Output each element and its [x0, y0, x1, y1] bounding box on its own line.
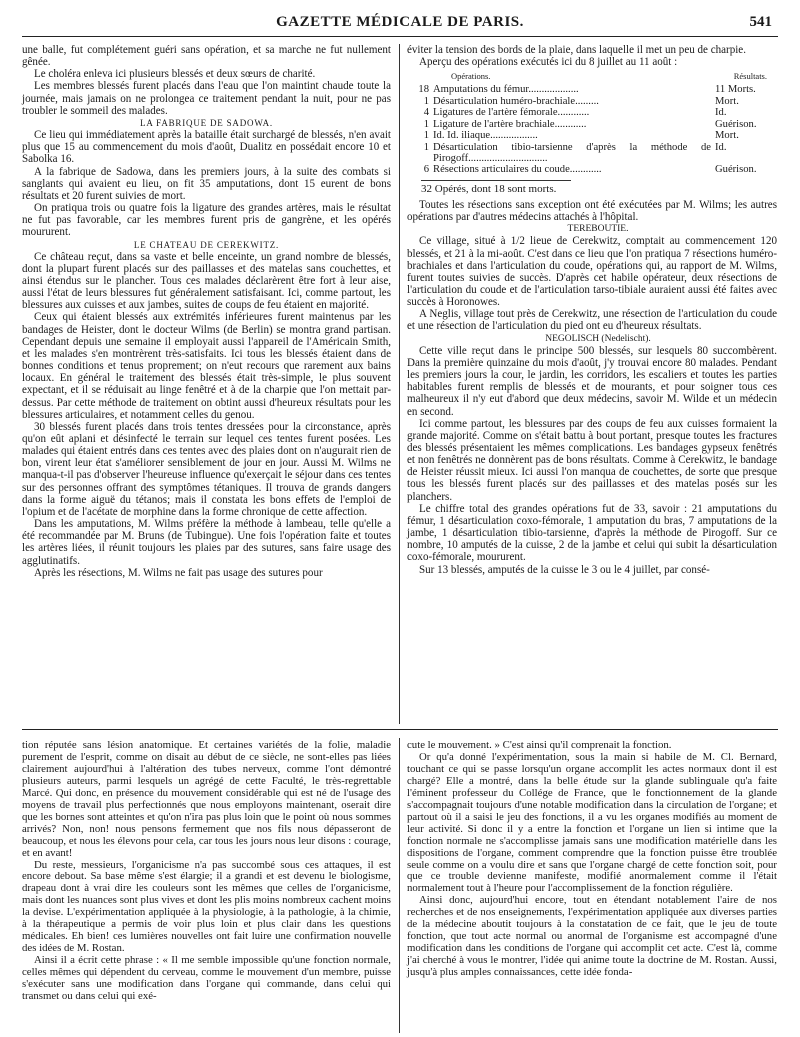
paragraph: Ce village, situé à 1/2 lieue de Cerekwitz, comptait au commencement 120 blessés, et 21 à la mi-août. C'est dans ce lieu que l'on pratiqua 7 résections huméro-brachiales et dans l'articulation du coude, opérations qui, au rapport de M. Wilms, furent toutes suivies de succès. D'après cet habile opérateur, deux résections de l'articulation du coude et de l'articulation tarso-tibiale auraient aussi été faites avec succès à Horonowes. — [407, 235, 777, 309]
operation-result: 11 Morts. — [715, 84, 756, 96]
paragraph: Après les résections, M. Wilms ne fait pas usage des sutures pour — [34, 566, 323, 579]
operation-count: 18 — [418, 84, 429, 96]
operation-result: Guérison. — [715, 164, 757, 176]
paragraph: Ceux qui étaient blessés aux extrémités inférieures furent maintenus par les bandages de Heister, dont le docteur Wilms (de Berlin) se montra grand partisan. Cependant depuis une semaine il employait aussi l'appareil de l'Américain Smith, et les malades s'en montrèrent très-satisfaits. Ici tous les blessés étaient dans de bonnes conditions et tenus proprement; on n'eut recours que rarement aux bains locaux. En général le traitement des blessés était très-simple, le plus souvent expectant, et il se réduisait au linge fenêtré et à de la charpie que l'on mettait par-dessus. Par cette méthode de traitement on obtint aussi d'heureux résultats pour les blessures articulaires, et notamment celles du genou. — [22, 311, 391, 421]
paragraph: On pratiqua trois ou quatre fois la ligature des grandes artères, mais le résultat ne fut pas favorable, car les membres furent pris de gangrène, et les opérés moururent. — [22, 202, 391, 239]
paragraph: Ce lieu qui immédiatement après la bataille était surchargé de blessés, n'en avait plus que 15 au commencement du mois d'août, Dualitz en possédait encore 10 et Sabolka 16. — [22, 129, 391, 166]
column-divider — [399, 738, 400, 1033]
operation-count: 1 — [423, 130, 429, 142]
operation-count: 6 — [423, 164, 429, 176]
paragraph: Dans les amputations, M. Wilms préfère la méthode à lambeau, telle qu'elle a été recommandée par M. Bruns (de Tubingue). Une fois l'opération faite et toutes les artères liées, il réunit toujours les plaies par des sutures, sans faire usage des agglutinatifs. — [22, 518, 391, 567]
operation-row — [407, 84, 777, 95]
paragraph: une balle, fut complétement guéri sans opération, et sa marche ne fut nullement gênée. — [22, 44, 391, 69]
page-header — [22, 14, 778, 37]
operations-table-header — [407, 70, 777, 82]
operations-total: 32 Opérés, dont 18 sont morts. — [421, 180, 571, 195]
paragraph: Les membres blessés furent placés dans l'eau que l'on maintint chaude toute la journée, mais jamais on ne prolongea ce traitement pendant la nuit, pour ne pas troubler le sommeil des malades. — [22, 80, 391, 117]
paragraph: éviter la tension des bords de la plaie, dans laquelle il met un peu de charpie. — [407, 44, 746, 56]
paragraph: cute le mouvement. » C'est ainsi qu'il comprenait la fonction. — [407, 739, 672, 751]
operation-count: 1 — [423, 95, 429, 107]
paragraph: Le chiffre total des grandes opérations fut de 33, savoir : 21 amputations du fémur, 1 désarticulation coxo-fémorale, 1 amputation du bras, 7 amputations de la jambe, 1 désarticulation tibio-tarsienne, d'après la méthode de Pirogoff. Sur ce nombre, 10 amputés de la cuisse, 2 de la jambe et celui qui subit la désarticulation coxo-fémorale, moururent. — [407, 502, 777, 564]
operation-row — [407, 119, 777, 130]
paragraph: Ici comme partout, les blessures par des coups de feu aux cuisses formaient la grande majorité. Comme on s'était battu à bout portant, presque toutes les fractures des blessés présentaient les mêmes complications. Les bandages gypseux fenêtrés et non fenêtrés ne donnèrent pas de bons résultats. Comme à Cerekwitz, le bandage de Heister réussit mieux. Ici aussi l'on manqua de couchettes, de sorte que presque tous les blessés furent placés sur des paillasses et des matelas posés sur les planchers. — [407, 417, 777, 503]
operation-row — [407, 96, 777, 107]
operation-name: Ligature de l'artère brachiale............ — [433, 118, 587, 130]
operation-name: Ligatures de l'artère fémorale............ — [433, 107, 590, 119]
page-number: 541 — [749, 14, 772, 30]
operations-header: Opérations. — [451, 71, 491, 82]
results-header: Résultats. — [733, 71, 767, 82]
upper-left-column — [22, 44, 391, 579]
lower-left-column — [22, 740, 391, 1003]
operation-name: Désarticulation huméro-brachiale......... — [433, 95, 599, 107]
paragraph: Du reste, messieurs, l'organicisme n'a pas succombé sous ces attaques, il est encore debout. Sa base même s'est élargie; il a grandi et est devenu le biologisme, drapeau dont à vrai dire les couleurs sont les mêmes que celles de l'organicisme, mais dont les nuances sont plus vives et dont les plis moins nombreux cachent moins la devise. L'expérimentation appliquée à la physiologie, à la pathologie, à la chimie, à la thérapeutique a permis de voir plus loin et plus clair dans les questions médicales. Eh bien! ces lumières nouvelles ont fait luire une confirmation nouvelle des idées de M. Rostan. — [22, 858, 391, 955]
paragraph: Aperçu des opérations exécutés ici du 8 juillet au 11 août : — [419, 56, 678, 69]
operation-count: 1 — [423, 141, 429, 153]
paragraph: Or qu'a donné l'expérimentation, sous la main si habile de M. Cl. Bernard, touchant ce qui se passe lorsqu'un organe accomplit les actes normaux dont il est chargé? Elle a montré, dans la belle étude sur la glande sublinguale qu'a faite l'éminent professeur du Collége de France, que le fonctionnement de la glande s'accompagnait toujours d'une notable modification dans la circulation de l'organe; et partout où il a saisi le jeu des fonctions, il a vu les organes modifiés au moment de leur activité. Si donc il y a entre la fonction et l'organe un lien si intime que la fonction normale ne s'accomplisse jamais sans une modification matérielle dans les dispositions de l'organe, comment comprendre que la fonction puisse être troublée seule comme on a voulu dire et sans que l'organe chargé de cette fonction soit, pour que ce trouble devienne manifeste, modifié anormalement comme il l'était normalement tout à l'heure pour l'accomplissement de la fonction régulière. — [407, 750, 777, 895]
paragraph: Le choléra enleva ici plusieurs blessés et deux sœurs de charité. — [34, 68, 316, 81]
operation-name: Désarticulation tibio-tarsienne d'après la méthode de Pirogoff.............................. — [433, 141, 711, 164]
paragraph: Sur 13 blessés, amputés de la cuisse le 3 ou le 4 juillet, par consé- — [419, 563, 710, 576]
paragraph: 30 blessés furent placés dans trois tentes dressées pour la circonstance, après qu'on eût aplani et désinfecté le terrain sur lequel ces tentes furent posées. Les malades qui étaient entrés dans ces tentes avec des plaies dont on n'augurait rien de bon, virent leur état s'améliorer sensiblement de jour en jour. Aussi M. Wilms ne manqua-t-il pas d'observer l'heureuse influence qu'exerçait le séjour dans ces tentes sur des personnes offrant des symptômes tétaniques. Il trouva de grands dangers dans la forme aiguë du tétanos; mais il constata les bons effets de l'emploi de l'opium et de l'acétate de morphine dans la forme chronique de cette affection. — [22, 420, 391, 518]
operation-count: 1 — [423, 118, 429, 130]
operation-row — [407, 107, 777, 118]
operation-name: Amputations du fémur................... — [433, 84, 579, 96]
section-heading: TEREBOUTIE. — [567, 224, 629, 235]
operation-row — [407, 142, 777, 165]
operation-result: Id. — [715, 141, 727, 153]
paragraph: Ainsi il a écrit cette phrase : « Il me semble impossible qu'une fonction normale, celles mêmes qui dépendent du cerveau, comme le mouvement d'un membre, puisse s'exécuter sans une modification dans l'organe qui commande, dans celui qui transmet ou dans celui qui exé- — [22, 954, 391, 1003]
section-heading: LA FABRIQUE DE SADOWA. — [140, 117, 273, 128]
operation-count: 4 — [423, 107, 429, 119]
operation-result: Mort. — [715, 130, 739, 142]
paragraph: Ce château reçut, dans sa vaste et belle enceinte, un grand nombre de blessés, dont la plupart furent placés sur des paillasses et des matelas sans couchettes, et ainsi étendus sur le plancher. Tous ces malades déclarèrent être fort à leur aise, aussi l'état de leurs blessures fut généralement satisfaisant. Ici, comme partout, les blessures aux cuisses et aux jambes, suites de coups de feu étaient en majorité. — [22, 250, 391, 312]
operation-row — [407, 130, 777, 141]
feuilleton-divider — [22, 729, 778, 730]
journal-title: GAZETTE MÉDICALE DE PARIS. — [276, 14, 524, 30]
operation-name: Id. Id. iliaque.................. — [433, 130, 538, 142]
column-divider — [399, 44, 400, 724]
paragraph: A la fabrique de Sadowa, dans les premiers jours, à la suite des combats si sanglants qui avaient eu lieu, on fit 35 amputations, dont 15 eurent de bons résultats et 20 furent suivies de mort. — [22, 165, 391, 202]
operation-name: Résections articulaires du coude............ — [433, 164, 602, 176]
paragraph: tion réputée sans lésion anatomique. Et certaines variétés de la folie, maladie purement de l'esprit, comme on disait au début de ce siècle, ne sont-elles pas liées clairement aujourd'hui à l'altération des tubes nerveux, comme l'ont démontré plusieurs auteurs, parmi lesquels un agrégé de cette Faculté, le très-regrettable Marcé. Qui donc, en présence du mouvement considérable qui est né de l'usage des moyens de travail plus perfectionnés que nous employons maintenant, oserait dire que les bornes sont atteintes et qu'on n'ira pas plus loin que le point où nous sommes arrivés? Non, non! nous pensons fermement que nos fils nous dépasseront de beaucoup, et nous les élevons pour cela, car tous les jours nous leur disons : courage, et en avant! — [22, 739, 391, 859]
paragraph: Ainsi donc, aujourd'hui encore, tout en étendant notablement l'aire de nos recherches et de nos enseignements, l'expérimentation appliquée aux diverses parties de la médecine aboutit toujours à la constatation de ce fait, que le jeu de toute fonction, que tout acte normal ou anormal de l'organisme est accompagné d'une modification dans les conditions de l'organe qui accomplit cet acte. C'est là, comme j'ai cherché à vous le montrer, l'idée qui anime toute la doctrine de M. Rostan. Aussi, jusqu'à plus amples connaissances, cette idée fonda- — [407, 894, 777, 979]
paragraph: Cette ville reçut dans le principe 500 blessés, sur lesquels 80 succombèrent. Dans la première quinzaine du mois d'août, j'y trouvai encore 80 malades. Pendant les premiers jours la cour, le jardin, les corridors, les escaliers et toutes les parties habitables furent remplis de blessés et de mourants, et pour soigner tous ces malheureux il n'y eut d'abord que deux médecins, savoir M. Wilde et un médecin en second. — [407, 344, 777, 418]
upper-right-column — [407, 44, 777, 576]
operation-result: Guérison. — [715, 118, 757, 130]
paragraph: A Neglis, village tout près de Cerekwitz, une résection de l'articulation du coude et une résection de l'articulation du pied ont eu d'heureux résultats. — [407, 308, 777, 333]
operation-row — [407, 164, 777, 175]
operations-table — [407, 84, 777, 175]
section-heading: NEGOLISCH (Nedelischt). — [545, 333, 651, 344]
operation-result: Id. — [715, 107, 727, 119]
paragraph: Toutes les résections sans exception ont été exécutées par M. Wilms; les autres opérations par d'autres médecins attachés à l'hôpital. — [407, 198, 777, 224]
lower-right-column — [407, 740, 777, 979]
section-heading: LE CHATEAU DE CEREKWITZ. — [133, 239, 280, 250]
operation-result: Mort. — [715, 95, 739, 107]
